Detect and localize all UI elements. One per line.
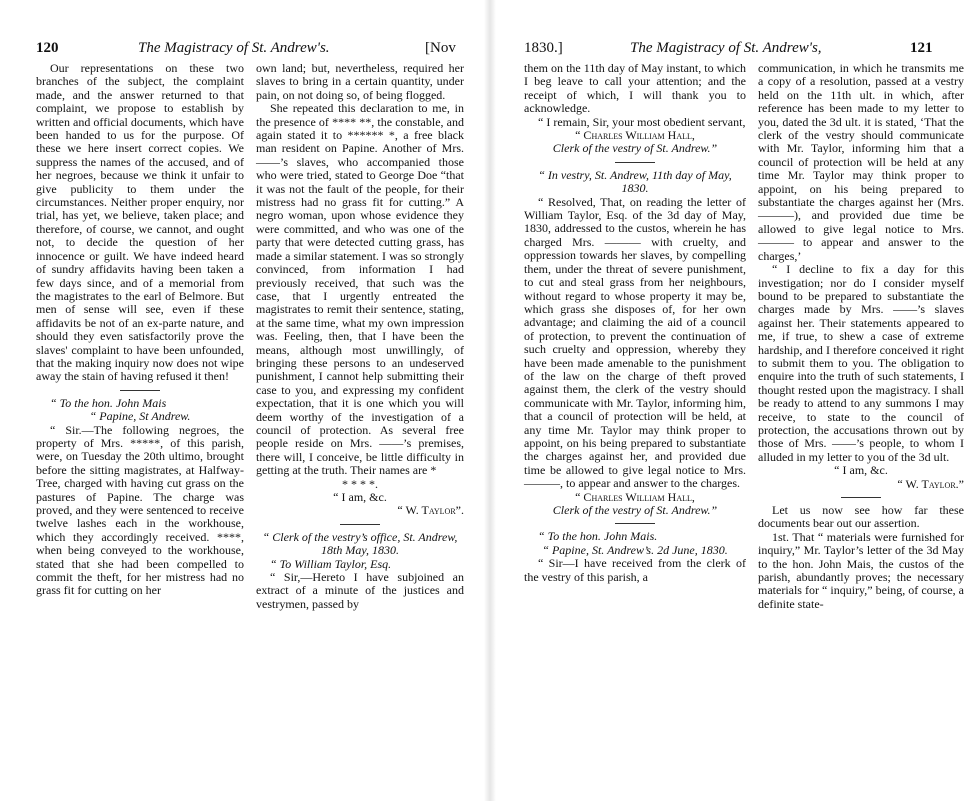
paragraph: “ Resolved, That, on reading the letter of William Taylor, Esq. of the 3d day of May, 1830, addressed to the custos, wherein he has charged Mrs. ——— with cruelty, and oppression towards her slaves, by compelling them, under the threat of severe punishment, to cut and steal grass from her neighbours, without regard to whose property it may be, which grass she disposes of, for her own advantage; and claiming the aid of a council of protection, to prevent the continuation of such cruelty and oppression, whereby they have been made amenable to the punishment of the law on the charge of theft proved against them, the clerk of the vestry should communicate with Mr. Taylor, informing him, that a council of protection will be held, at any time Mr. Taylor may think proper to appoint, on his being prepared to substantiate the charges against her, and provided due time be allowed to give legal notice to Mrs. ———, to appear and answer to the charges. <box>524 194 746 491</box>
letter-heading: “ Clerk of the vestry’s office, St. Andrew, 18th May, 1830. <box>262 529 458 558</box>
paragraph: them on the 11th day of May instant, to which I beg leave to call your attention; and the receipt of which, I will thank you to acknowledge. <box>524 61 746 116</box>
divider <box>340 524 380 525</box>
paragraph: own land; but, nevertheless, required her slaves to bring in a certain quantity, under pain, on not doing so, of being flogged. <box>256 61 464 102</box>
letter-closing: “ I am, &c. <box>333 490 387 504</box>
paragraph: “ Sir.—The following negroes, the property of Mrs. *****, of this parish, were, on Tuesday the 20th ultimo, brought before the sitting magistrates, at Halfway-Tree, charged with having cut grass on the pastures of Papine. The charge was proved, and they were sentenced to receive twelve lashes each in the workhouse, which they accordingly received. ****, when being conveyed to the workhouse, stated that she had been compelled to commit the theft, for her mistress had no grass fit for cutting on her <box>36 422 244 598</box>
paragraph: Our representations on these two branches of the subject, the complaint made, and the answer returned to that complaint, we propose to establish by written and official documents, which have been handed to us for the purpose. Of these we here insert correct copies. We suppress the names of the accused, and of her negroes, because we think it unfair to give publicity to them under the circumstances. Neither proper enquiry, nor trial, has yet, we believe, taken place; and therefore, of course, we cannot, and ought not, to decide the question of her innocence or guilt. We have indeed heard of sundry affidavits having been taken a few days since, and of a memorial from the magistrates to the earl of Belmore. But men of sense will see, even if these affidavits be not of an ex-parte nature, and should they even satisfactorily prove the slaves' complaint to have been unfounded, that the making inquiry now does not wipe away the stain of having refused it then! <box>36 61 244 384</box>
signature-title: Clerk of the vestry of St. Andrew.” <box>552 503 718 517</box>
letter-place: “ Papine, St. Andrew’s. 2d June, 1830. <box>542 542 728 557</box>
signature: “ Charles William Hall, <box>575 128 695 143</box>
letter-place: “ Papine, St Andrew. <box>89 409 191 424</box>
signature-title: Clerk of the vestry of St. Andrew.” <box>552 141 718 156</box>
divider <box>615 162 655 163</box>
date-bracket: [Nov <box>425 40 456 56</box>
running-title: The Magistracy of St. Andrew's. <box>138 40 330 56</box>
running-title: The Magistracy of St. Andrew's, <box>630 40 822 56</box>
book-gutter <box>484 0 496 801</box>
paragraph: 1st. That “ materials were furnished for inquiry,” Mr. Taylor’s letter of the 3d May to the hon. John Mais, the custos of the parish, abundantly proves; the necessary materials for “ inquiry,” being, of course, a definite state- <box>758 529 964 611</box>
letter-signature: “ W. Taylor.” <box>897 476 964 491</box>
letter-address: “ To the hon. John Mais. <box>538 529 658 544</box>
divider <box>841 497 881 498</box>
date-bracket: 1830.] <box>524 40 563 56</box>
left-column-2 <box>256 62 464 611</box>
letter-closing: “ I am, &c. <box>834 463 888 478</box>
right-column-2 <box>758 62 964 611</box>
paragraph: She repeated this declaration to me, in the presence of **** **, the constable, and again stated it to ****** *, a free black man resident on Papine. Another of Mrs. ——’s slaves, who accompanied those who were tried, stated to George Doe “that it was not the fault of the people, for their mistress had no grass fit for cutting.” A negro woman, upon whose evidence they were committed, and who was one of the party that were detected cutting grass, has made a similar statement. I was so strongly convinced, from information I had previously received, that such was the case, that I urgently entreated the magistrates to remit their sentence, stating, at the same time, what my own impression was. Feeling, then, that I have been the means, although most unwillingly, of bringing these persons to an undeserved punishment, I cannot help submitting their case to you, and expressing my confident expectation, that it is one which you will deem worthy of the investigation of a council of protection. As several free people reside on Mrs. ——’s premises, there will, I conceive, be little difficulty in getting at the truth. Their names are * <box>256 101 464 478</box>
paragraph: “ Sir—I have received from the clerk of the vestry of this parish, a <box>524 556 746 584</box>
paragraph: communication, in which he transmits me a copy of a resolution, passed at a vestry held on the 11th ult. in which, after reference has been made to my letter to you, dated the 3d ult. it is stated, ‘That the clerk of the vestry should communicate with Mr. Taylor, informing him that a council of protection will be held at any time Mr. Taylor may think proper to appoint, on his being prepared to substantiate the charges against her (Mrs. ———), and provided due time be allowed to give legal notice to Mrs. ——— to appear and answer to the charges,’ <box>758 61 964 263</box>
asterisks-line: * * * *. <box>342 476 378 491</box>
resolution-heading: “ In vestry, St. Andrew, 11th day of May, 1830. <box>538 167 732 196</box>
right-page <box>496 0 980 801</box>
page-number: 120 <box>36 40 59 56</box>
paragraph: “ I decline to fix a day for this investigation; nor do I consider myself bound to be prepared to substantiate the charges made by Mrs. ——’s slaves against her. Their statements appeared to me, if true, to shew a case of extreme hardship, and I therefore conceived it right to submit them to you. The obligation to enquire into the truth of such statements, I thought rested upon the magistracy. I shall be ready to attend to any summons I may receive, to state to the council of protection, the accusations thrown out by those of Mrs. ——’s people, to whom I alluded in my letter to you of the 3d ult. <box>758 262 964 464</box>
left-column-1 <box>36 62 244 598</box>
paragraph: “ Sir,—Hereto I have subjoined an extract of a minute of the justices and vestrymen, passed by <box>256 570 464 611</box>
letter-address: “ To William Taylor, Esq. <box>270 556 392 571</box>
page-number: 121 <box>910 40 933 56</box>
letter-signature: “ W. Taylor”. <box>397 503 464 518</box>
divider <box>615 523 655 524</box>
left-page <box>0 0 484 801</box>
paragraph: Let us now see how far these documents bear out our assertion. <box>758 503 964 531</box>
paragraph: “ I remain, Sir, your most obedient servant, <box>538 114 746 129</box>
left-page-header <box>0 40 484 62</box>
right-page-header <box>496 40 980 62</box>
letter-address: “ To the hon. John Mais <box>50 395 167 410</box>
divider <box>120 390 160 391</box>
right-column-1 <box>524 62 746 584</box>
signature: “ Charles William Hall, <box>575 489 695 504</box>
